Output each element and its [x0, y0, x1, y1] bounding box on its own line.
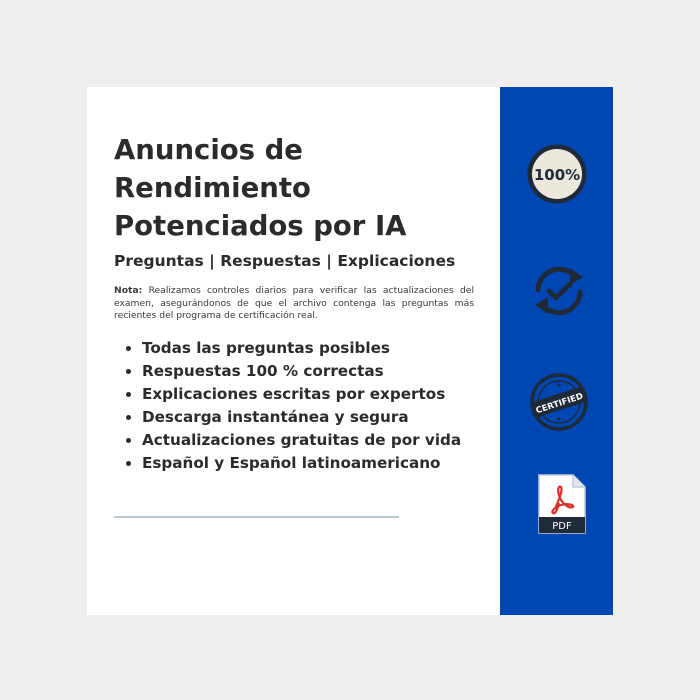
- feature-item: • Actualizaciones gratuitas de por vida: [142, 429, 474, 452]
- feature-item: • Explicaciones escritas por expertos: [142, 383, 474, 406]
- feature-item: • Descarga instantánea y segura: [142, 406, 474, 429]
- hundred-percent-badge-icon: [526, 143, 588, 205]
- product-card: [87, 87, 613, 615]
- note-label: Nota:: [114, 285, 143, 296]
- sync-check-icon: [528, 260, 590, 322]
- certified-stamp-icon: [528, 371, 590, 433]
- feature-item: • Todas las preguntas posibles: [142, 337, 474, 360]
- badge-text: 100%: [533, 166, 581, 184]
- pdf-file-icon: [537, 473, 587, 535]
- pdf-label: PDF: [552, 521, 572, 532]
- feature-list: [114, 337, 474, 475]
- note-paragraph: [114, 285, 474, 323]
- divider: [114, 516, 399, 518]
- feature-item: • Español y Español latinoamericano: [142, 452, 474, 475]
- title-line: Potenciados por IA: [114, 210, 407, 242]
- page-title: [114, 131, 474, 245]
- card-content: [114, 131, 474, 475]
- stamp-text: CERTIFIED: [534, 391, 585, 417]
- feature-item: • Respuestas 100 % correctas: [142, 360, 474, 383]
- note-text: Realizamos controles diarios para verificar las actualizaciones del examen, asegurándonos de que el archivo contenga las preguntas más recientes del programa de certificación real.: [114, 285, 474, 321]
- subtitle: Preguntas | Respuestas | Explicaciones: [114, 252, 456, 270]
- title-line: Rendimiento: [114, 172, 311, 204]
- title-line: Anuncios de: [114, 134, 303, 166]
- sidebar: [500, 87, 613, 615]
